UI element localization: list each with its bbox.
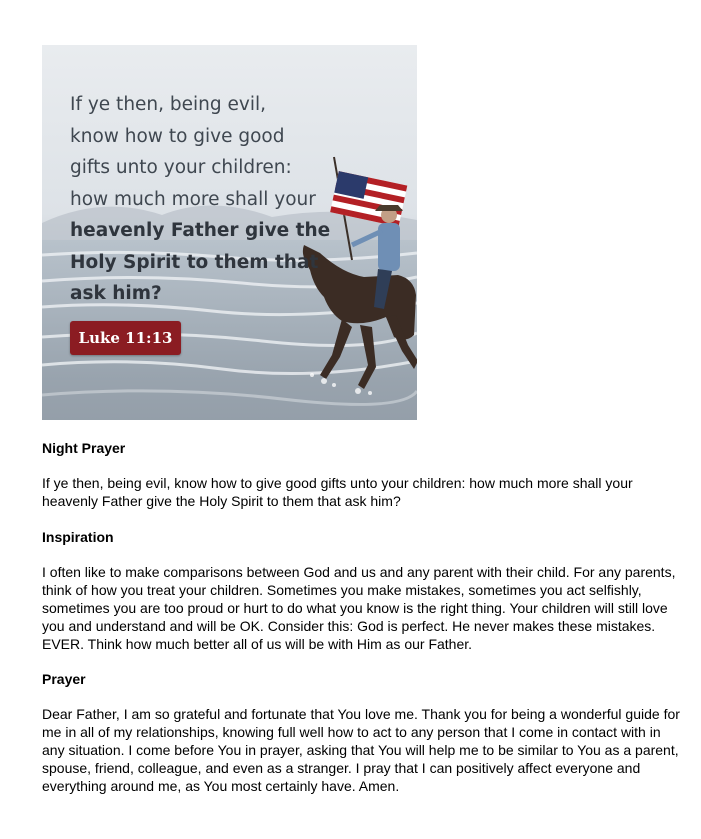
night-prayer-heading: Night Prayer bbox=[42, 440, 126, 456]
verse-line: If ye then, being evil, bbox=[70, 94, 267, 115]
prayer-heading: Prayer bbox=[42, 671, 86, 687]
paragraph-line: any situation. I come before You in prayer, asking that You will help me to be similar to You as a parent, bbox=[42, 742, 679, 758]
verse-image bbox=[42, 45, 417, 420]
verse-line-bold: Holy Spirit to them that bbox=[70, 251, 319, 273]
paragraph-line: everything around me, as You most certainly have. Amen. bbox=[42, 778, 400, 794]
paragraph-line: me in all of my relationships, knowing full well how to act to any person that I come in contact with in bbox=[42, 724, 661, 740]
paragraph-line: think of how you treat your children. Sometimes you make mistakes, sometimes you act selfishly, bbox=[42, 582, 642, 598]
paragraph-line: I often like to make comparisons between God and us and any parent with their child. For any parents, bbox=[42, 564, 676, 580]
verse-line-bold: heavenly Father give the bbox=[70, 220, 331, 241]
paragraph-line: you and understand and will be OK. Consider this: God is perfect. He never makes these mistakes. bbox=[42, 618, 656, 634]
paragraph-line: sometimes you are too proud or hurt to do what you know is the right thing. Your children will still love bbox=[42, 600, 668, 616]
verse-reference-badge: Luke 11:13 bbox=[70, 321, 181, 355]
verse-text bbox=[70, 89, 331, 310]
verse-line: know how to give good bbox=[70, 125, 285, 147]
paragraph-line: spouse, friend, colleague, and even as a stranger. I pray that I can positively affect everyone and bbox=[42, 760, 641, 776]
verse-line: how much more shall your bbox=[70, 188, 316, 210]
verse-line-bold: ask him? bbox=[70, 283, 162, 304]
night-prayer-text bbox=[42, 474, 662, 510]
prayer-text bbox=[42, 705, 680, 795]
paragraph-line: heavenly Father give the Holy Spirit to them that ask him? bbox=[42, 493, 401, 509]
paragraph-line: If ye then, being evil, know how to give good gifts unto your children: how much more shall your bbox=[42, 475, 633, 491]
paragraph-line: EVER. Think how much better all of us will be with Him as our Father. bbox=[42, 636, 473, 652]
verse-line: gifts unto your children: bbox=[70, 157, 292, 178]
paragraph-line: Dear Father, I am so grateful and fortunate that You love me. Thank you for being a wonderful guide for bbox=[42, 706, 680, 722]
inspiration-heading: Inspiration bbox=[42, 529, 114, 545]
inspiration-text bbox=[42, 563, 676, 653]
